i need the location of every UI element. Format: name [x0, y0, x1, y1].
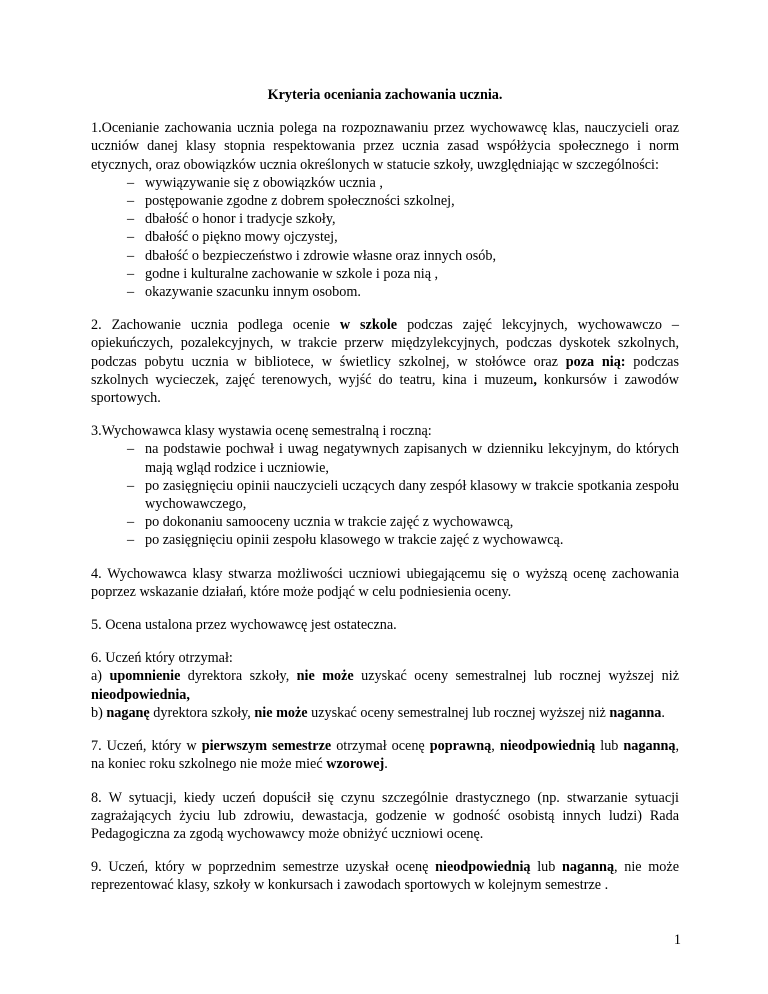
section-5: 5. Ocena ustalona przez wychowawcę jest ostateczna. [91, 617, 397, 634]
section-2-bold-comma: , [533, 371, 537, 388]
list-item: – postępowanie zgodne z dobrem społeczności szkolnej, [127, 192, 679, 210]
section-2-bold-outside: poza nią: [565, 353, 626, 370]
text: dyrektora szkoły, [180, 668, 297, 685]
text: dyrektora szkoły, [149, 704, 255, 721]
text: , na koniec roku szkolnego nie może mieć [91, 738, 679, 773]
section-1-list [91, 174, 679, 301]
section-2 [91, 316, 679, 407]
section-6-intro: 6. Uczeń który otrzymał: [91, 650, 233, 667]
section-2-text: konkursów i zawodów sportowych. [91, 371, 679, 407]
list-item: – okazywanie szacunku innym osobom. [127, 283, 679, 301]
list-item: – wywiązywanie się z obowiązków ucznia , [127, 174, 679, 192]
text: lub [530, 859, 562, 876]
bold-text: naganna [609, 704, 662, 721]
text: uzyskać oceny semestralnej lub rocznej wyższej niż [353, 668, 679, 685]
document-page [91, 76, 679, 910]
list-item: – po dokonaniu samooceny ucznia w trakcie zajęć z wychowawcą, [127, 513, 679, 531]
section-1-intro: 1.Ocenianie zachowania ucznia polega na rozpoznawaniu przez wychowawcę klas, nauczycieli oraz uczniów danej klasy stopnia respektowania przez ucznia zasad współżycia społecznego i norm etycznych, oraz obowiązków ucznia określonych w statucie szkoły, uwzględniając w szczególności: [91, 120, 679, 173]
text: b) [91, 704, 107, 721]
text: . [661, 704, 665, 721]
list-item: – po zasięgnięciu opinii nauczycieli uczących dany zespół klasowy w trakcie spotkania zespołu wychowawczego, [127, 477, 679, 513]
bold-text: nieodpowiednia, [91, 686, 190, 703]
bold-text: naganę [106, 704, 150, 721]
bold-text: nieodpowiednią [435, 859, 531, 876]
text: , nie może reprezentować klasy, szkoły w konkursach i zawodach sportowych w kolejnym semestrze . [91, 859, 679, 894]
section-4: 4. Wychowawca klasy stwarza możliwości uczniowi ubiegającemu się o wyższą ocenę zachowania poprzez wskazanie działań, które może podjąć w celu podniesienia oceny. [91, 565, 679, 600]
list-item: – po zasięgnięciu opinii zespołu klasowego w trakcie zajęć z wychowawcą. [127, 531, 679, 549]
bold-text: pierwszym semestrze [201, 738, 332, 755]
list-item: – godne i kulturalne zachowanie w szkole i poza nią , [127, 265, 679, 283]
bold-text: naganną [623, 738, 676, 755]
list-item: – dbałość o honor i tradycje szkoły, [127, 210, 679, 228]
section-8: 8. W sytuacji, kiedy uczeń dopuścił się czynu szczególnie drastycznego (np. stwarzanie sytuacji zagrażających życiu lub zdrowiu, dewastacja, godzenie w godność osobistą innych ludzi) Rada Pedagogiczna za zgodą wychowawcy może obniżyć uczniowi ocenę. [91, 789, 679, 842]
list-item: – na podstawie pochwał i uwag negatywnych zapisanych w dzienniku lekcyjnym, do których mają wgląd rodzice i uczniowie, [127, 440, 679, 476]
bold-text: poprawną [429, 738, 492, 755]
document-title: Kryteria oceniania zachowania ucznia. [267, 87, 503, 103]
section-2-bold-school: w szkole [339, 317, 398, 334]
section-2-text: podczas szkolnych wycieczek, zajęć terenowych, wyjść do teatru, kina i muzeum [91, 353, 679, 388]
section-3-list [91, 440, 679, 549]
bold-text: upomnienie [109, 668, 181, 685]
text: . [384, 756, 388, 773]
text: 9. Uczeń, który w poprzednim semestrze uzyskał ocenę [91, 859, 436, 876]
section-9 [91, 858, 679, 894]
section-2-text: 2. Zachowanie ucznia podlega ocenie [91, 317, 340, 334]
list-item: – dbałość o bezpieczeństwo i zdrowie własne oraz innych osób, [127, 247, 679, 265]
bold-text: nieodpowiednią [499, 738, 596, 755]
page-number: 1 [673, 932, 681, 948]
text: uzyskać oceny semestralnej lub rocznej wyższej niż [307, 704, 610, 721]
section-7 [91, 737, 679, 773]
bold-text: nie może [254, 704, 308, 721]
section-1 [91, 119, 679, 301]
bold-text: naganną [562, 859, 615, 876]
text: a) [91, 668, 110, 685]
text: , [491, 738, 500, 755]
bold-text: wzorowej [326, 756, 385, 773]
text: otrzymał ocenę [331, 738, 430, 755]
section-6-point-b [91, 704, 679, 722]
section-6-point-a [91, 667, 679, 703]
section-3 [91, 422, 679, 549]
section-6 [91, 649, 679, 722]
bold-text: nie może [296, 668, 354, 685]
text: 7. Uczeń, który w [91, 738, 202, 755]
section-2-text: podczas zajęć lekcyjnych, wychowawczo – opiekuńczych, pozalekcyjnych, w trakcie przerw międzylekcyjnych, podczas dyskotek szkolnych, podczas pobytu ucznia w bibliotece, w świetlicy szkolnej, w stołówce oraz [91, 317, 679, 370]
section-3-intro: 3.Wychowawca klasy wystawia ocenę semestralną i roczną: [91, 423, 432, 440]
list-item: – dbałość o piękno mowy ojczystej, [127, 228, 679, 246]
text: lub [595, 738, 624, 755]
